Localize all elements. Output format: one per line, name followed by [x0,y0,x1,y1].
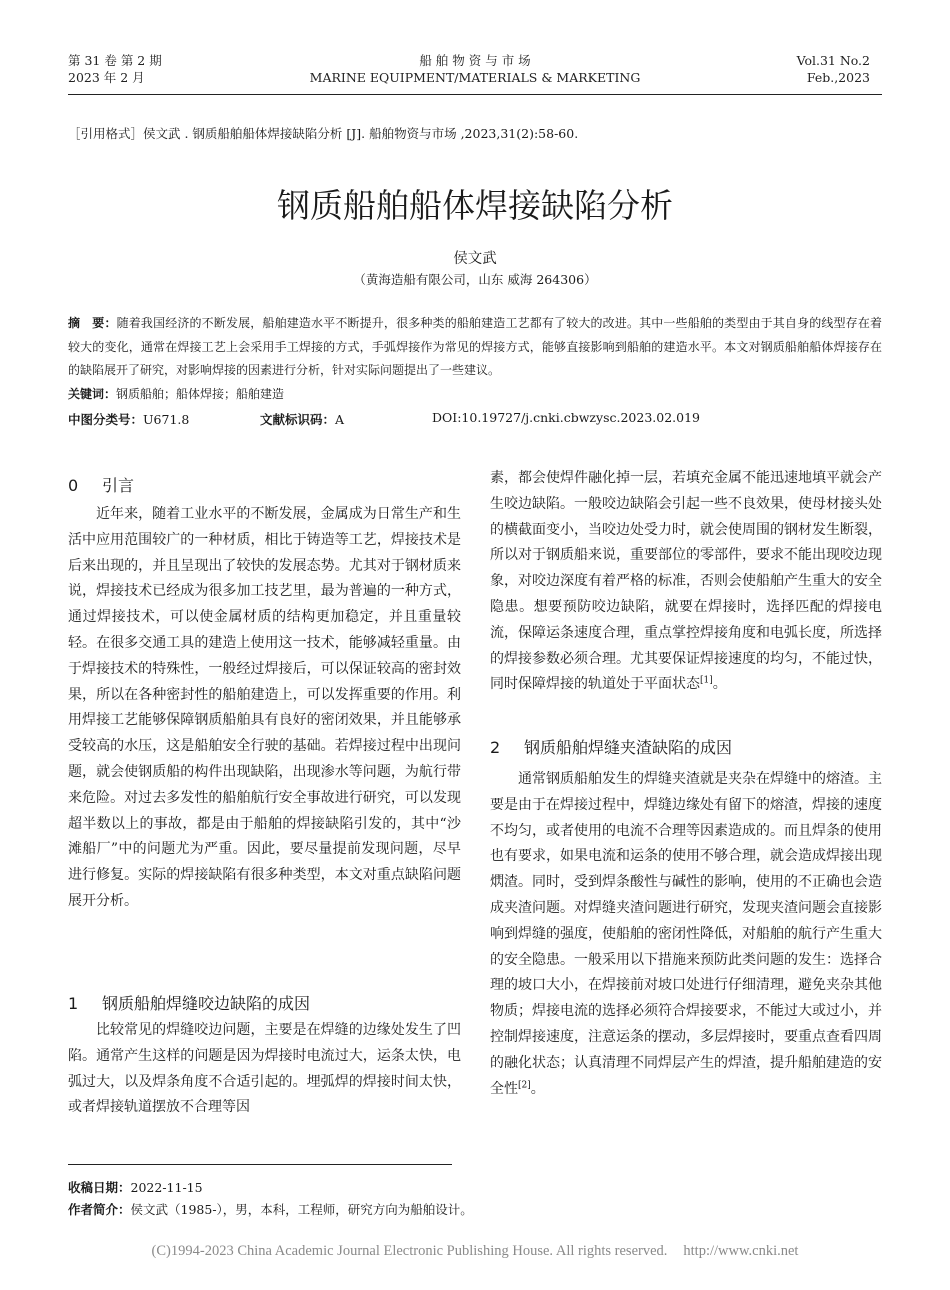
right-column-section-2 [490,767,882,1102]
issue-date-cn: 2023 年 2 月 [68,70,145,85]
citation-format: ［引用格式］侯文武 . 钢质船舶船体焊接缺陷分析 [J]. 船舶物资与市场 ,2023,31(2):58-60. [68,126,579,141]
section-2-paragraph [490,767,882,1102]
clc-number [68,410,189,428]
issue-date-en: Feb.,2023 [806,70,870,85]
document-code-value: A [335,412,345,427]
left-column-section-0 [68,502,461,962]
copyright-text: (C)1994-2023 China Academic Journal Electronic Publishing House. All rights reserved. [151,1243,668,1259]
running-header-left [68,52,268,86]
author-bio [68,1200,473,1218]
right-column-section-1 [490,466,882,698]
author-name: 侯文武 [453,251,497,267]
reference-2[interactable]: [2] [518,1079,531,1090]
left-column-section-1 [68,1018,461,1121]
received-date-label: 收稿日期： [68,1180,131,1195]
section-1-title: 钢质船舶焊缝咬边缺陷的成因 [102,994,311,1013]
document-code [260,410,344,428]
issue-number-cn: 第 31 卷 第 2 期 [68,53,162,68]
received-date [68,1178,203,1196]
clc-label: 中图分类号： [68,412,144,427]
cnki-link[interactable]: http://www.cnki.net [683,1243,799,1259]
header-rule [68,94,882,95]
journal-name-cn: 船 舶 物 资 与 市 场 [419,53,531,68]
document-code-label: 文献标识码： [260,412,336,427]
doi: DOI:10.19727/j.cnki.cbwzysc.2023.02.019 [432,410,700,425]
section-1-paragraph-continued [490,466,882,698]
issue-number-en: Vol.31 No.2 [796,53,870,68]
section-0-title: 引言 [102,476,135,495]
section-2-title: 钢质船舶焊缝夹渣缺陷的成因 [524,738,733,757]
reference-1[interactable]: [1] [700,675,713,686]
journal-name-en: MARINE EQUIPMENT/MATERIALS & MARKETING [309,70,641,85]
section-2-paragraph-end: 。 [530,1080,545,1097]
author-bio-label: 作者简介： [68,1202,131,1217]
running-header-center [300,52,650,86]
clc-value: U671.8 [143,412,190,427]
section-2-number: 2 [490,738,501,757]
author-affiliation: （黄海造船有限公司，山东 威海 264306） [353,272,597,287]
received-date-value: 2022-11-15 [130,1180,203,1195]
paper-title: 钢质船舶船体焊接缺陷分析 [277,186,673,225]
section-1-paragraph-start: 比较常见的焊缝咬边问题，主要是在焊缝的边缘处发生了凹陷。通常产生这样的问题是因为焊接时电流过大，运条太快，电弧过大，以及焊条角度不合适引起的。埋弧焊的焊接时间太快，或者焊接轨道摆放不合理等因 [68,1022,461,1116]
section-0-paragraph: 近年来，随着工业水平的不断发展，金属成为日常生产和生活中应用范围较广的一种材质，相比于铸造等工艺，焊接技术是后来出现的，并且呈现出了较快的发展态势。尤其对于钢材质来说，焊接技术已经成为很多加工技艺里，最为普遍的一种方式，通过焊接技术，可以使金属材质的结构更加稳定，并且重量较轻。在很多交通工具的建造上使用这一技术，能够减轻重量。由于焊接技术的特殊性，一般经过焊接后，可以保证较高的密封效果，所以在各种密封性的船舶建造上，可以发挥重要的作用。利用焊接工艺能够保障钢质船舶具有良好的密闭效果，并且能够承受较高的水压，这是船舶安全行驶的基础。若焊接过程中出现问题，就会使钢质船的构件出现缺陷，出现渗水等问题，为航行带来危险。对过去多发性的船舶航行安全事故进行研究，可以发现超半数以上的事故，都是由于船舶的焊接缺陷引发的，其中“沙滩船厂”中的问题尤为严重。因此，要尽量提前发现问题，尽早进行修复。实际的焊接缺陷有很多种类型，本文对重点缺陷问题展开分析。 [68,506,461,909]
section-1-paragraph-text: 素，都会使焊件融化掉一层，若填充金属不能迅速地填平就会产生咬边缺陷。一般咬边缺陷会引起一些不良效果，使母材接头处的横截面变小，当咬边处受力时，就会使周围的钢材发生断裂，所以对于钢质船来说，重要部位的零部件，要求不能出现咬边现象，对咬边深度有着严格的标准，否则会使船舶产生重大的安全隐患。想要预防咬边缺陷，就要在焊接时，选择匹配的焊接电流，保障运条速度合理，重点掌控焊接角度和电弧长度，所选择的焊接参数必须合理。尤其要保证焊接速度的均匀，不能过快，同时保障焊接的轨道处于平面状态 [490,470,882,693]
section-1-heading [68,991,310,1014]
section-1-number: 1 [68,994,79,1013]
abstract-text: 随着我国经济的不断发展，船舶建造水平不断提升，很多种类的船舶建造工艺都有了较大的改进。其中一些船舶的类型由于其自身的线型存在着较大的变化，通常在焊接工艺上会采用手工焊接的方式，手弧焊接作为常见的焊接方式，能够直接影响到船舶的建造水平。本文对钢质船舶船体焊接存在的缺陷展开了研究，对影响焊接的因素进行分析，针对实际问题提出了一些建议。 [68,316,882,378]
keywords [68,385,882,402]
keywords-text: 钢质船舶；船体焊接；船舶建造 [116,387,285,401]
running-header-right [680,52,870,86]
section-2-paragraph-text: 通常钢质船舶发生的焊缝夹渣就是夹杂在焊缝中的熔渣。主要是由于在焊接过程中，焊缝边缘处有留下的熔渣，焊接的速度不均匀，或者使用的电流不合理等因素造成的。而且焊条的使用也有要求，如果电流和运条的使用不够合理，就会造成焊接出现熌渣。同时，受到焊条酸性与碱性的影响，使用的不正确也会造成夹渣问题。对焊缝夹渣问题进行研究，发现夹渣问题会直接影响到焊缝的强度，使船舶的密闭性降低，对船舶的航行产生重大的安全隐患。一般采用以下措施来预防此类问题的发生：选择合理的坡口大小，在焊接前对坡口处进行仔细清理，避免夹杂其他物质；焊接电流的选择必须符合焊接要求，不能过大或过小，并控制焊接速度，注意运条的摆动，多层焊接时，要重点查看四周的融化状态；认真清理不同焊层产生的焊渣，提升船舶建造的安全性 [490,771,882,1097]
abstract-label: 摘 要： [68,316,117,330]
author-bio-value: 侯文武（1985-），男，本科，工程师，研究方向为船舶设计。 [130,1202,473,1217]
section-0-heading [68,473,134,496]
abstract [68,312,882,383]
section-2-heading [490,735,732,758]
section-0-number: 0 [68,476,79,495]
section-1-paragraph-end: 。 [712,676,727,693]
keywords-label: 关键词： [68,387,117,401]
copyright-notice [0,1243,950,1260]
footnote-rule [68,1164,452,1165]
